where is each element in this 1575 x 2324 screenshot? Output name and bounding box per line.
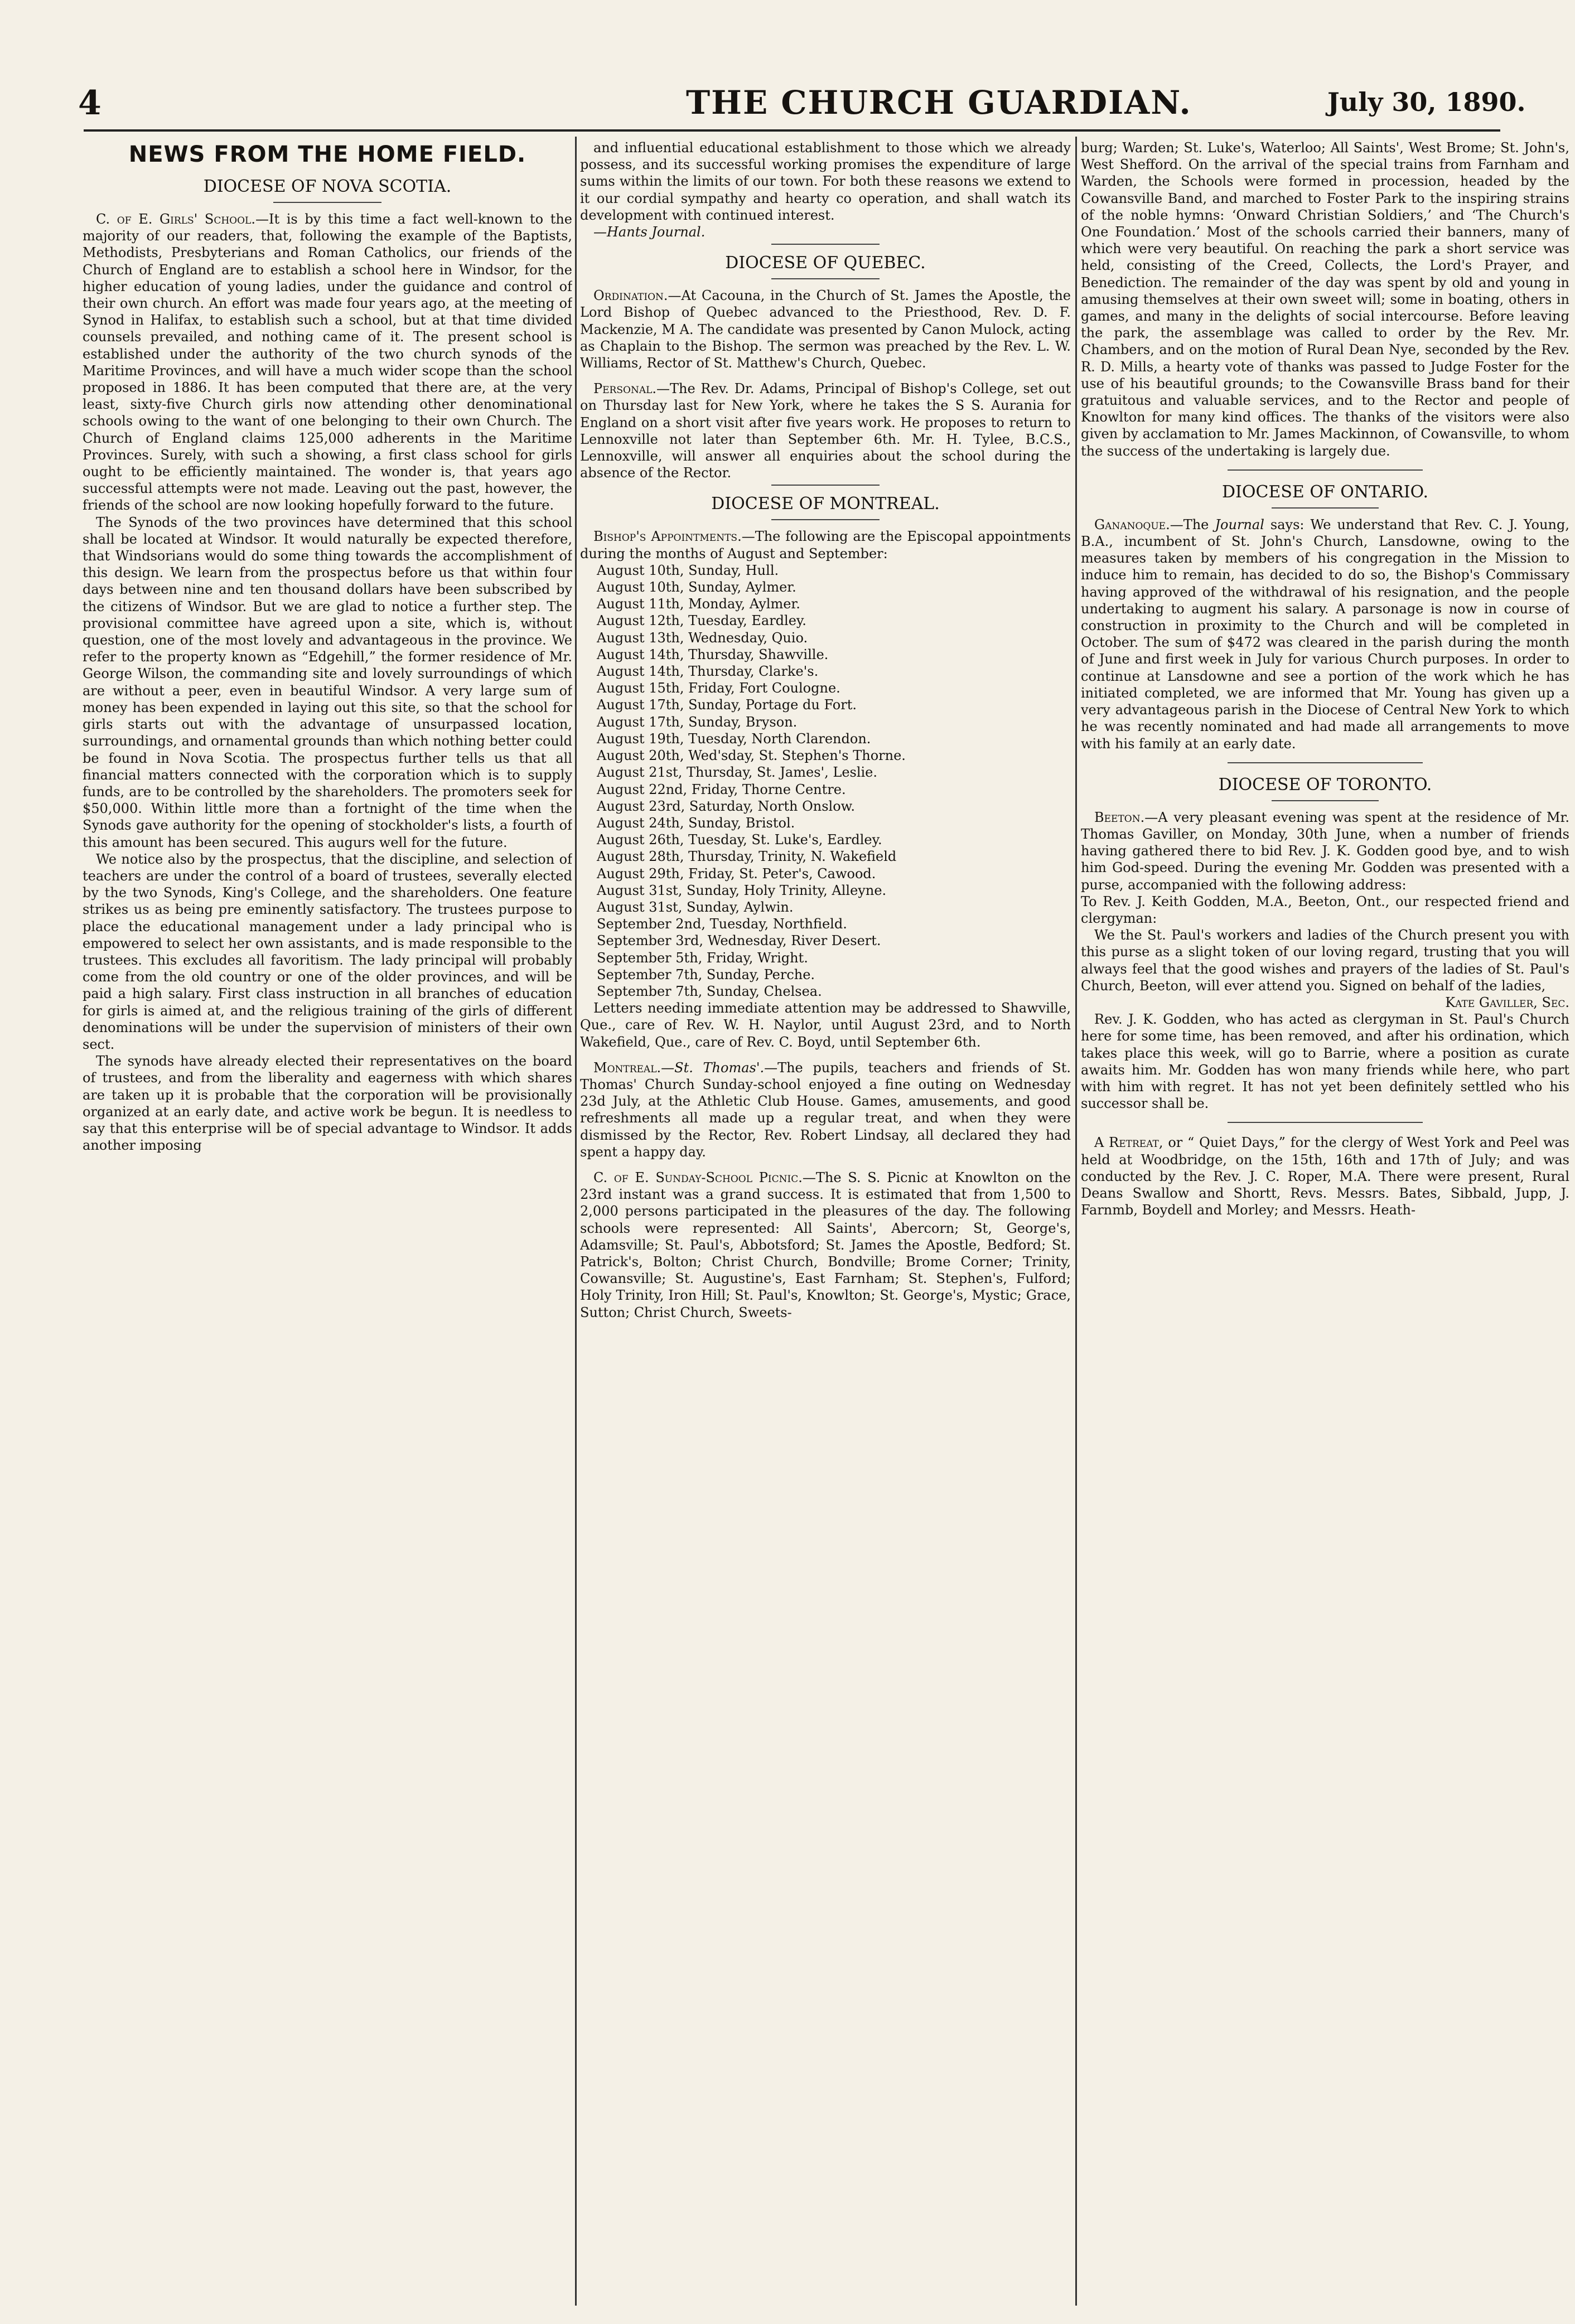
column-2 <box>580 139 1071 2303</box>
appointment-item: August 31st, Sunday, Holy Trinity, Alleyne. <box>597 882 887 898</box>
article-text: —The following are the Episcopal appointments during the months of August and September: <box>580 529 1071 561</box>
appointment-item: August 29th, Friday, St. Peter's, Cawood. <box>597 865 876 882</box>
section-rule <box>771 485 880 486</box>
appointment-item: August 22nd, Friday, Thorne Centre. <box>597 781 846 797</box>
source-credit: —Hants Journal. <box>593 224 706 240</box>
article-paragraph: and influential educational establishment to those which we already possess, and its successful working promises the expenditure of large sums within the limits of our town. For both these reasons we extend to it our cordial sympathy and hearty co operation, and shall watch its development with continued interest. <box>580 140 1071 223</box>
appointment-item: September 7th, Sunday, Perche. <box>597 966 815 982</box>
issue-date: July 30, 1890. <box>1327 87 1526 117</box>
article-head: A Retreat, <box>1094 1135 1163 1151</box>
article-paragraph <box>580 528 1071 561</box>
appointment-item: August 13th, Wednesday, Quio. <box>597 630 808 646</box>
page-number: 4 <box>78 84 102 123</box>
article-paragraph: burg; Warden; St. Luke's, Waterloo; All Saints', West Brome; St. John's, West Shefford. On the arrival of the special trains from Farnham and Warden, the Schools were formed in procession, headed by the Cowansville Band, and marched to Foster Park to the inspiring strains of the noble hymns: ‘Onward Christian Soldiers,’ and ‘The Church's One Foundation.’ Most of the schools carried their banners, many of which were very beautiful. On reaching the park a short service was held, consisting of the Creed, Collects, the Lord's Prayer, and Benediction. The remainder of the day was spent by old and young in amusing themselves at their own sweet will; some in boating, others in games, and many in the delights of social intercourse. Before leaving the park, the assemblage was called to order by the Rev. Mr. Chambers, and on the motion of Rural Dean Nye, seconded by the Rev. R. D. Mills, a hearty vote of thanks was passed to Judge Foster for the use of his beautiful grounds; to the Cowansville Brass band for their gratuitous and valuable services, and to the Rector and people of Knowlton for many kind offices. The thanks of the visitors were also given by acclamation to Mr. James Mackinnon, of Cowansville, to whom the success of the undertaking is largely due. <box>1081 140 1569 459</box>
article-text: or “ Quiet Days,” for the clergy of West York and Peel was held at Woodbridge, on the 15th, 16th and 17th of July; and was conducted by the Rev. J. C. Roper, M.A. There were present, Rural Deans Swallow and Shortt, Revs. Messrs. Bates, Sibbald, Jupp, J. Farnmb, Boydell and Morley; and Messrs. Heath- <box>1081 1135 1569 1218</box>
appointment-item: August 15th, Friday, Fort Coulogne. <box>597 680 840 696</box>
appointment-item: September 2nd, Tuesday, Northfield. <box>597 916 847 932</box>
column-rule <box>1075 137 1077 2306</box>
address-salutation: To Rev. J. Keith Godden, M.A., Beeton, Ont., our respected friend and clergyman: <box>1081 893 1569 926</box>
diocese-heading: DIOCESE OF MONTREAL. <box>711 494 940 514</box>
appointment-item: August 26th, Tuesday, St. Luke's, Eardley. <box>597 832 882 848</box>
column-rule <box>575 137 577 2306</box>
article-text: —The Rev. Dr. Adams, Principal of Bishop's College, set out on Thursday last for New York, where he takes the S S. Aurania for England on a short visit after five years work. He proposes to return to Lennoxville not later than September 6th. Mr. H. Tylee, B.C.S., Lennoxville, will answer all enquiries about the school during the absence of the Rector. <box>580 381 1071 481</box>
column-3 <box>1081 139 1569 2303</box>
article-paragraph <box>580 1169 1071 1321</box>
section-rule <box>1228 469 1423 471</box>
appointment-item: August 14th, Thursday, Shawville. <box>597 646 829 662</box>
article-paragraph: The Synods of the two provinces have determined that this school shall be located at Windsor. It would naturally be expected therefore, that Windsorians would do some thing towards the accomplishment of this design. We learn from the prospectus before us that within four days between nine and ten thousand dollars have been subscribed by the citizens of Windsor. But we are glad to notice a further step. The provisional committee have agreed upon a site, which is, without question, one of the most lovely and advantageous in the province. We refer to the property known as “Edgehill,” the former residence of Mr. George Wilson, the commanding site and lovely surroundings of which are without a peer, even in beautiful Windsor. A very large sum of money has been expended in laying out this site, so that the school for girls starts out with the advantage of unsurpassed location, surroundings, and ornamental grounds than which nothing better could be found in Nova Scotia. The prospectus further tells us that all financial matters connected with the corporation which is to supply funds, are to be controlled by the shareholders. The promoters seek for $50,000. Within little more than a fortnight of the time when the Synods gave authority for the opening of stockholder's lists, a fourth of this amount has been secured. This augurs well for the future. <box>83 514 572 850</box>
article-head: C. of E. Girls' School. <box>96 211 255 227</box>
appointment-item: September 7th, Sunday, Chelsea. <box>597 983 822 999</box>
appointment-item: August 28th, Thursday, Trinity, N. Wakefield <box>597 849 897 865</box>
heading-rule <box>1272 800 1379 801</box>
masthead: THE CHURCH GUARDIAN. <box>686 84 1192 122</box>
article-text: —The pupils, teachers and friends of St. Thomas' Church Sunday-school enjoyed a fine outing on Wednesday 23d July, at the Athletic Club House. Games, amusements, and good refreshments all made up a regular treat, and when they were dismissed by the Rector, Rev. Robert Lindsay, all declared they had spent a happy day. <box>580 1059 1071 1160</box>
article-paragraph <box>580 1059 1071 1160</box>
appointment-item: August 24th, Sunday, Bristol. <box>597 815 795 831</box>
appointment-list <box>580 562 1071 1000</box>
section-rule <box>1228 1122 1423 1123</box>
article-text: —At Cacouna, in the Church of St. James the Apostle, the Lord Bishop of Quebec advanced to the Priesthood, Rev. D. F. Mackenzie, M A. The candidate was presented by Canon Mulock, acting as Chaplain to the Bishop. The sermon was preached by the Rev. L. W. Williams, Rector of St. Matthew's Church, Quebec. <box>580 288 1071 371</box>
appointment-item: August 11th, Monday, Aylmer. <box>597 596 800 612</box>
article-head: Beeton. <box>1094 809 1145 825</box>
appointment-item: August 10th, Sunday, Hull. <box>597 562 779 578</box>
article-paragraph <box>580 287 1071 371</box>
appointment-item: August 20th, Wed'sday, St. Stephen's Thorne. <box>597 748 906 764</box>
appointment-item: August 19th, Tuesday, North Clarendon. <box>597 730 871 747</box>
diocese-heading: DIOCESE OF QUEBEC. <box>725 253 926 273</box>
appointment-item: August 14th, Thursday, Clarke's. <box>597 664 819 680</box>
article-paragraph <box>1081 1134 1569 1218</box>
article-head: C. of E. Sunday-School Picnic. <box>593 1169 803 1185</box>
appointment-item: August 23rd, Saturday, North Onslow. <box>597 798 856 814</box>
article-head: Personal. <box>593 381 657 397</box>
diocese-heading: DIOCESE OF ONTARIO. <box>1222 482 1428 502</box>
article-paragraph: We notice also by the prospectus, that the discipline, and selection of teachers are under the control of a board of trustees, severally elected by the two Synods, King's College, and the shareholders. One feature strikes us as being pre eminently satisfactory. The trustees purpose to place the educational management under a lady principal who is empowered to select her own assistants, and is made responsible to the trustees. This excludes all favoritism. The lady principal will probably come from the old country or one of the older provinces, and will be paid a high salary. First class instruction in all branches of education for girls is aimed at, and the religious training of the girls of different denominations will be under the supervision of ministers of their own sect. <box>83 851 572 1052</box>
header-rule <box>84 129 1500 132</box>
article-paragraph <box>1081 516 1569 752</box>
heading-rule <box>771 519 880 520</box>
section-rule <box>771 244 880 245</box>
article-head: Montreal. <box>593 1059 661 1076</box>
article-paragraph: Rev. J. K. Godden, who has acted as clergyman in St. Paul's Church here for some time, has been removed, and after his ordination, which takes place this week, will go to Barrie, where a position as curate awaits him. Mr. Godden has won many friends while here, who part with him with regret. It has not yet been definitely settled who his successor shall be. <box>1081 1011 1569 1112</box>
diocese-heading: DIOCESE OF NOVA SCOTIA. <box>203 177 452 196</box>
appointment-item: September 3rd, Wednesday, River Desert. <box>597 933 881 949</box>
article-text: —The <box>1170 516 1215 532</box>
heading-rule <box>273 202 381 203</box>
article-paragraph <box>83 211 572 514</box>
appointment-item: September 5th, Friday, Wright. <box>597 950 808 966</box>
section-rule <box>1228 762 1423 763</box>
heading-rule <box>1272 507 1379 509</box>
appointment-item: August 12th, Tuesday, Eardley. <box>597 613 806 629</box>
appointment-item: August 17th, Sunday, Portage du Fort. <box>597 697 857 713</box>
address-signature: Kate Gaviller, Sec. <box>1445 994 1569 1010</box>
article-text: —A very pleasant evening was spent at the residence of Mr. Thomas Gaviller, on Monday, 30th June, when a number of friends having gathered there to bid Rev. J. K. Godden good bye, and to wish him God-speed. During the evening Mr. Godden was presented with a purse, accompanied with the following address: <box>1081 809 1569 893</box>
article-paragraph: Letters needing immediate attention may be addressed to Shawville, Que., care of Rev. W. H. Naylor, until August 23rd, and to North Wakefield, Que., care of Rev. C. Boyd, until September 6th. <box>580 1000 1071 1050</box>
appointment-item: August 10th, Sunday, Aylmer. <box>597 579 796 595</box>
column-1 <box>83 139 572 2303</box>
diocese-heading: DIOCESE OF TORONTO. <box>1218 774 1432 795</box>
heading-rule <box>771 278 880 279</box>
article-paragraph <box>1081 809 1569 893</box>
article-head: Bishop's Appointments. <box>593 529 742 545</box>
appointment-item: August 17th, Sunday, Bryson. <box>597 714 798 730</box>
article-text: —The S. S. Picnic at Knowlton on the 23rd instant was a grand success. It is estimated that from 1,500 to 2,000 persons participated in the pleasures of the day. The following schools were represented: All Saints', Abercorn; St, George's, Adamsville; St. Paul's, Abbotsford; St. James the Apostle, Bedford; St. Patrick's, Bolton; Christ Church, Bondville; Brome Corner; Trinity, Cowansville; St. Augustine's, East Farnham; St. Stephen's, Fulford; Holy Trinity, Iron Hill; St. Paul's, Knowlton; St. George's, Mystic; Grace, Sutton; Christ Church, Sweets- <box>580 1169 1071 1320</box>
article-text: says: We understand that Rev. C. J. Young, B.A., incumbent of St. John's Church, Lansdowne, owing to the measures taken by members of his congregation in the Mission to induce him to remain, has decided to do so, the Bishop's Commissary having approved of the withdrawal of his resignation, and the people undertaking to augment his salary. A parsonage is now in course of construction in proximity to the Church and will be completed in October. The sum of $472 was cleared in the parish during the month of June and first week in July for various Church purposes. In order to continue at Lansdowne and see a portion of the work which he has initiated completed, we are informed that Mr. Young has given up a very advantageous parish in the Diocese of Central New York to which he was recently nominated and had made all arrangements to move with his family at an early date. <box>1081 516 1569 752</box>
article-head: Ordination. <box>593 288 668 304</box>
journal-name: Journal <box>1215 516 1264 532</box>
article-text: —It is by this time a fact well-known to the majority of our readers, that, following the example of the Baptists, Methodists, Presbyterians and Roman Catholics, our friends of the Church of England are to establish a school here in Windsor, for the higher education of young ladies, under the guidance and control of their own church. An effort was made four years ago, at the meeting of Synod in Halifax, to establish such a school, but at that time divided counsels prevailed, and nothing came of it. The present school is established under the authority of the two church synods of the Maritime Provinces, and will have a much wider scope than the school proposed in 1886. It has been computed that there are, at the very least, sixty-five Church girls now attending other denominational schools owing to the want of one belonging to their own Church. The Church of England claims 125,000 adherents in the Maritime Provinces. Surely, with such a showing, a first class school for girls ought to be efficiently maintained. The wonder is, that years ago successful attempts were not made. Leaving out the past, however, the friends of the school are now looking hopefully forward to the future. <box>83 211 572 514</box>
article-paragraph <box>580 380 1071 481</box>
appointment-item: August 31st, Sunday, Aylwin. <box>597 899 794 915</box>
address-text: We the St. Paul's workers and ladies of the Church present you with this purse as a slight token of our loving regard, trusting that you will always feel that the good wishes and prayers of the ladies of St. Paul's Church, Beeton, will ever attend you. Signed on behalf of the ladies, <box>1081 927 1569 994</box>
article-head: Gananoque. <box>1094 516 1170 532</box>
article-subhead: —St. Thomas'. <box>661 1059 765 1076</box>
article-paragraph: The synods have already elected their representatives on the board of trustees, and from the liberality and eagerness with which shares are taken up it is probable that the corporation will be provisionally organized at an early date, and active work be begun. It is needless to say that this enterprise will be of special advantage to Windsor. It adds another imposing <box>83 1053 572 1154</box>
appointment-item: August 21st, Thursday, St. James', Leslie. <box>597 764 878 781</box>
section-title: NEWS FROM THE HOME FIELD. <box>128 142 526 167</box>
